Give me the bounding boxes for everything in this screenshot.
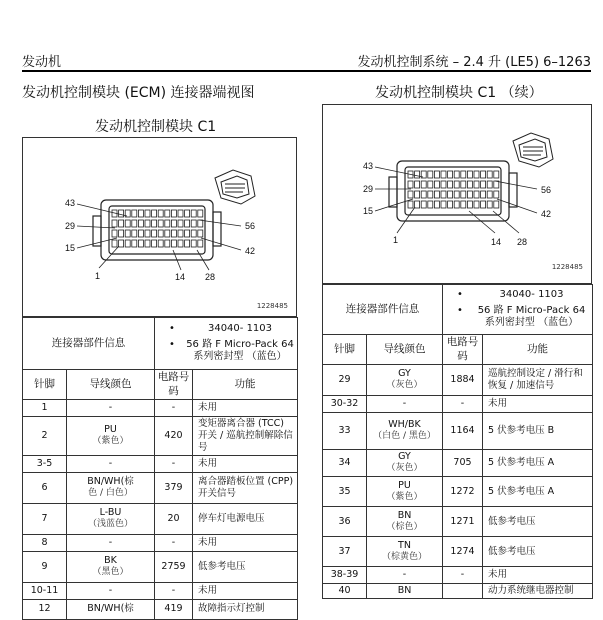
wire-color-cell xyxy=(367,450,443,477)
connector-pin-cavity xyxy=(461,201,466,208)
wire-color-name: （黑色） xyxy=(92,566,129,577)
pin-cell: 34 xyxy=(323,450,367,477)
connector-pin-cavity xyxy=(145,210,150,217)
pin-label-56: 56 xyxy=(541,185,552,195)
table-row xyxy=(323,365,593,396)
connector-pin-cavity xyxy=(467,201,472,208)
function-cell: 未用 xyxy=(193,400,298,417)
connector-pin-cavity xyxy=(152,210,157,217)
left-connector-figure xyxy=(22,137,297,317)
connector-pin-cavity xyxy=(494,171,499,178)
pin-cell: 1 xyxy=(23,400,67,417)
table-row xyxy=(323,450,593,477)
connector-pin-cavity xyxy=(481,201,486,208)
circuit-cell: 419 xyxy=(155,599,193,619)
connector-pin-cavity xyxy=(408,181,413,188)
wire-color-cell xyxy=(67,534,155,551)
pin-label-29: 29 xyxy=(65,221,76,231)
wire-color-cell xyxy=(67,400,155,417)
connector-pin-cavity xyxy=(428,181,433,188)
connector-pin-cavity xyxy=(191,220,196,227)
connector-pin-cavity xyxy=(481,171,486,178)
connector-pin-cavity xyxy=(132,240,137,247)
connector-pin-cavity xyxy=(421,201,426,208)
connector-pin-cavity xyxy=(145,230,150,237)
connector-pin-cavity xyxy=(125,240,130,247)
table-row xyxy=(23,400,298,417)
pin-cell: 36 xyxy=(323,507,367,537)
connector-description: • 56 路 F Micro-Pack 64 系列密封型 （蓝色） xyxy=(163,339,295,364)
connector-pin-cavity xyxy=(165,220,170,227)
connector-part-number: • 34040- 1103 xyxy=(451,289,590,302)
col-header-circuit: 电路号码 xyxy=(155,370,193,400)
table-row xyxy=(323,567,593,584)
connector-pin-cavity xyxy=(178,230,183,237)
wire-color-code: - xyxy=(108,402,113,414)
connector-pin-cavity xyxy=(119,210,124,217)
wire-color-name: （白色 / 黑色） xyxy=(373,431,436,442)
table-row xyxy=(23,417,298,456)
pin-label-56: 56 xyxy=(245,221,256,231)
wire-color-code: - xyxy=(108,536,113,548)
connector-info-label: 连接器部件信息 xyxy=(23,318,155,370)
connector-pin-cavity xyxy=(481,181,486,188)
connector-pin-cavity xyxy=(138,210,143,217)
function-cell: 5 伏参考电压 A xyxy=(483,477,593,507)
table-row xyxy=(323,584,593,599)
function-cell: 低参考电压 xyxy=(483,537,593,567)
circuit-cell: 379 xyxy=(155,472,193,503)
connector-info-list xyxy=(155,318,298,370)
wire-color-code: - xyxy=(402,398,407,410)
wire-color-name: （灰色） xyxy=(386,380,423,391)
col-header-function: 功能 xyxy=(483,335,593,365)
circuit-cell: - xyxy=(155,534,193,551)
wire-color-code: GY xyxy=(398,451,411,463)
circuit-cell: - xyxy=(443,567,483,584)
wire-color-code: BN/WH(棕 xyxy=(87,476,134,488)
connector-pin-cavity xyxy=(152,240,157,247)
connector-pin-cavity xyxy=(152,230,157,237)
connector-pin-cavity xyxy=(494,201,499,208)
connector-pin-cavity xyxy=(461,181,466,188)
wire-color-cell xyxy=(367,584,443,599)
pin-cell: 33 xyxy=(323,413,367,450)
connector-pin-cavity xyxy=(441,191,446,198)
connector-pin-cavity xyxy=(185,220,190,227)
connector-inset-icon xyxy=(215,170,255,204)
connector-pin-cavity xyxy=(421,181,426,188)
circuit-cell: 420 xyxy=(155,417,193,456)
connector-pin-cavity xyxy=(138,240,143,247)
right-page-title: 发动机控制模块 C1 （续） xyxy=(375,85,543,101)
connector-pin-cavity xyxy=(132,230,137,237)
connector-pin-cavity xyxy=(434,191,439,198)
connector-pin-cavity xyxy=(125,220,130,227)
table-row xyxy=(23,455,298,472)
circuit-cell: 2759 xyxy=(155,551,193,582)
circuit-cell: 705 xyxy=(443,450,483,477)
connector-inset-icon xyxy=(513,133,553,167)
col-header-pin: 针脚 xyxy=(23,370,67,400)
left-figure-title: 发动机控制模块 C1 xyxy=(95,119,217,135)
connector-part-number: • 34040- 1103 xyxy=(163,323,295,336)
header-page-label: 发动机控制系统 – 2.4 升 (LE5) 6–1263 xyxy=(357,55,591,70)
connector-pin-cavity xyxy=(487,181,492,188)
col-header-wire-color: 导线颜色 xyxy=(67,370,155,400)
table-row xyxy=(323,477,593,507)
pin-label-15: 15 xyxy=(65,243,76,253)
connector-pin-cavity xyxy=(441,201,446,208)
connector-pin-cavity xyxy=(421,191,426,198)
function-cell: 未用 xyxy=(483,567,593,584)
connector-pin-cavity xyxy=(408,201,413,208)
wire-color-code: BK xyxy=(104,555,117,567)
wire-color-code: TN xyxy=(398,539,411,551)
connector-pin-cavity xyxy=(158,220,163,227)
connector-pin-cavity xyxy=(487,191,492,198)
function-cell: 巡航控制设定 / 滑行和恢复 / 加速信号 xyxy=(483,365,593,396)
wire-color-cell xyxy=(367,537,443,567)
connector-pin-cavity xyxy=(138,220,143,227)
wire-color-code: BN xyxy=(397,509,412,521)
col-header-circuit: 电路号码 xyxy=(443,335,483,365)
pin-cell: 30-32 xyxy=(323,396,367,413)
function-cell: 变矩器离合器 (TCC) 开关 / 巡航控制解除信号 xyxy=(193,417,298,456)
function-cell: 低参考电压 xyxy=(193,551,298,582)
connector-pin-cavity xyxy=(415,191,420,198)
wire-color-code: L-BU xyxy=(99,507,122,519)
circuit-cell: 1271 xyxy=(443,507,483,537)
pin-label-14: 14 xyxy=(491,237,502,247)
table-row xyxy=(323,507,593,537)
connector-pin-cavity xyxy=(132,210,137,217)
figure-id: 1228485 xyxy=(551,263,583,271)
right-pin-table xyxy=(322,284,593,599)
connector-pin-cavity xyxy=(448,171,453,178)
connector-info-label: 连接器部件信息 xyxy=(323,285,443,335)
connector-pin-cavity xyxy=(428,201,433,208)
pin-cell: 12 xyxy=(23,599,67,619)
table-row xyxy=(23,503,298,534)
connector-pin-cavity xyxy=(441,171,446,178)
connector-pin-cavity xyxy=(448,191,453,198)
connector-pin-cavity xyxy=(461,191,466,198)
pin-cell: 38-39 xyxy=(323,567,367,584)
wire-color-cell xyxy=(367,507,443,537)
circuit-cell: - xyxy=(155,582,193,599)
connector-pin-cavity xyxy=(434,181,439,188)
connector-pin-cavity xyxy=(454,171,459,178)
wire-color-code: PU xyxy=(398,479,411,491)
pin-label-29: 29 xyxy=(363,184,374,194)
connector-pin-cavity xyxy=(171,230,176,237)
connector-pin-cavity xyxy=(448,181,453,188)
connector-pin-cavity xyxy=(454,181,459,188)
circuit-cell: 1272 xyxy=(443,477,483,507)
left-pin-table xyxy=(22,317,298,620)
table-row xyxy=(323,396,593,413)
circuit-cell: - xyxy=(155,455,193,472)
pin-cell: 8 xyxy=(23,534,67,551)
connector-pin-cavity xyxy=(171,210,176,217)
connector-pin-cavity xyxy=(415,181,420,188)
wire-color-cell xyxy=(367,477,443,507)
connector-pin-cavity xyxy=(198,220,203,227)
pin-label-28: 28 xyxy=(205,272,216,282)
function-cell: 未用 xyxy=(193,582,298,599)
connector-pin-cavity xyxy=(165,230,170,237)
pin-cell: 3-5 xyxy=(23,455,67,472)
connector-pin-cavity xyxy=(474,201,479,208)
right-connector-figure xyxy=(322,104,592,284)
table-row xyxy=(23,551,298,582)
pin-label-15: 15 xyxy=(363,206,374,216)
function-cell: 离合器踏板位置 (CPP) 开关信号 xyxy=(193,472,298,503)
pin-label-43: 43 xyxy=(65,198,76,208)
left-page-title: 发动机控制模块 (ECM) 连接器端视图 xyxy=(22,85,255,101)
wire-color-cell xyxy=(67,599,155,619)
connector-pin-cavity xyxy=(152,220,157,227)
pin-label-1: 1 xyxy=(393,235,399,245)
wire-color-name: （棕黄色） xyxy=(381,551,427,562)
wire-color-code: PU xyxy=(104,424,117,436)
connector-info-list xyxy=(443,285,593,335)
connector-end-view-diagram xyxy=(323,105,593,285)
wire-color-name: （棕色） xyxy=(386,521,423,532)
pin-cell: 37 xyxy=(323,537,367,567)
connector-pin-cavity xyxy=(165,210,170,217)
connector-pin-cavity xyxy=(454,191,459,198)
connector-pin-cavity xyxy=(119,240,124,247)
connector-pin-cavity xyxy=(185,230,190,237)
connector-pin-cavity xyxy=(454,201,459,208)
pin-cell: 35 xyxy=(323,477,367,507)
circuit-cell: - xyxy=(155,400,193,417)
table-row xyxy=(323,413,593,450)
wire-color-code: BN/WH(棕 xyxy=(87,603,134,615)
connector-info-row xyxy=(323,285,593,335)
connector-pin-cavity xyxy=(125,230,130,237)
table-header-row xyxy=(323,335,593,365)
wire-color-cell xyxy=(67,551,155,582)
pin-cell: 10-11 xyxy=(23,582,67,599)
wire-color-name: 色 / 白色） xyxy=(88,487,133,498)
function-cell: 动力系统继电器控制 xyxy=(483,584,593,599)
connector-pin-cavity xyxy=(481,191,486,198)
connector-pin-cavity xyxy=(467,181,472,188)
pin-label-28: 28 xyxy=(517,237,528,247)
header-rule xyxy=(22,70,591,72)
function-cell: 未用 xyxy=(193,455,298,472)
pin-cell: 6 xyxy=(23,472,67,503)
connector-pin-cavity xyxy=(191,240,196,247)
wire-color-code: GY xyxy=(398,368,411,380)
wire-color-cell xyxy=(367,396,443,413)
wire-color-code: - xyxy=(108,584,113,596)
connector-pin-cavity xyxy=(474,191,479,198)
connector-end-view-diagram xyxy=(23,138,298,318)
connector-pin-cavity xyxy=(178,240,183,247)
pin-cell: 9 xyxy=(23,551,67,582)
connector-pin-cavity xyxy=(171,220,176,227)
table-row xyxy=(23,534,298,551)
connector-pin-cavity xyxy=(138,230,143,237)
connector-pin-cavity xyxy=(198,210,203,217)
circuit-cell: 20 xyxy=(155,503,193,534)
connector-pin-cavity xyxy=(467,171,472,178)
connector-pin-cavity xyxy=(112,230,117,237)
connector-pin-cavity xyxy=(191,210,196,217)
connector-pin-cavity xyxy=(428,191,433,198)
function-cell: 5 伏参考电压 A xyxy=(483,450,593,477)
circuit-cell: 1164 xyxy=(443,413,483,450)
table-row xyxy=(23,472,298,503)
connector-pin-cavity xyxy=(112,220,117,227)
wire-color-cell xyxy=(67,503,155,534)
circuit-cell: - xyxy=(443,396,483,413)
connector-pin-cavity xyxy=(178,210,183,217)
wire-color-cell xyxy=(67,472,155,503)
function-cell: 低参考电压 xyxy=(483,507,593,537)
circuit-cell: 1274 xyxy=(443,537,483,567)
pin-cell: 40 xyxy=(323,584,367,599)
wire-color-name: （紫色） xyxy=(92,436,129,447)
table-row xyxy=(323,537,593,567)
wire-color-name: （浅蓝色） xyxy=(87,518,133,529)
connector-pin-cavity xyxy=(191,230,196,237)
connector-pin-cavity xyxy=(415,171,420,178)
connector-pin-cavity xyxy=(434,201,439,208)
header-section-label: 发动机 xyxy=(22,55,62,70)
connector-pin-cavity xyxy=(112,240,117,247)
connector-pin-cavity xyxy=(461,171,466,178)
connector-pin-cavity xyxy=(198,240,203,247)
connector-pin-cavity xyxy=(487,201,492,208)
wire-color-cell xyxy=(67,455,155,472)
connector-info-row xyxy=(23,318,298,370)
wire-color-code: - xyxy=(108,457,113,469)
connector-pin-cavity xyxy=(474,171,479,178)
connector-pin-cavity xyxy=(428,171,433,178)
figure-id: 1228485 xyxy=(256,302,288,310)
wire-color-cell xyxy=(67,582,155,599)
connector-pin-cavity xyxy=(158,240,163,247)
wire-color-code: - xyxy=(402,569,407,581)
connector-pin-cavity xyxy=(119,230,124,237)
connector-pin-cavity xyxy=(487,171,492,178)
pin-label-1: 1 xyxy=(95,271,101,281)
circuit-cell xyxy=(443,584,483,599)
function-cell: 故障指示灯控制 xyxy=(193,599,298,619)
pin-label-43: 43 xyxy=(363,161,374,171)
connector-pin-cavity xyxy=(185,210,190,217)
connector-pin-cavity xyxy=(185,240,190,247)
connector-pin-cavity xyxy=(198,230,203,237)
table-row xyxy=(23,582,298,599)
connector-pin-cavity xyxy=(441,181,446,188)
function-cell: 未用 xyxy=(483,396,593,413)
connector-pin-cavity xyxy=(415,201,420,208)
connector-pin-cavity xyxy=(474,181,479,188)
connector-pin-cavity xyxy=(448,201,453,208)
connector-pin-cavity xyxy=(132,220,137,227)
pin-cell: 7 xyxy=(23,503,67,534)
connector-pin-cavity xyxy=(408,191,413,198)
connector-pin-cavity xyxy=(158,210,163,217)
connector-pin-cavity xyxy=(158,230,163,237)
function-cell: 5 伏参考电压 B xyxy=(483,413,593,450)
table-row xyxy=(23,599,298,619)
pin-label-14: 14 xyxy=(175,272,186,282)
wire-color-name: （灰色） xyxy=(386,463,423,474)
wire-color-code: WH/BK xyxy=(388,419,421,431)
wire-color-cell xyxy=(367,567,443,584)
connector-pin-cavity xyxy=(434,171,439,178)
circuit-cell: 1884 xyxy=(443,365,483,396)
pin-label-42: 42 xyxy=(541,209,552,219)
function-cell: 停车灯电源电压 xyxy=(193,503,298,534)
col-header-pin: 针脚 xyxy=(323,335,367,365)
connector-pin-cavity xyxy=(494,181,499,188)
pin-cell: 29 xyxy=(323,365,367,396)
connector-pin-cavity xyxy=(145,240,150,247)
connector-pin-cavity xyxy=(467,191,472,198)
wire-color-cell xyxy=(367,365,443,396)
table-header-row xyxy=(23,370,298,400)
col-header-wire-color: 导线颜色 xyxy=(367,335,443,365)
connector-pin-cavity xyxy=(178,220,183,227)
function-cell: 未用 xyxy=(193,534,298,551)
connector-description: • 56 路 F Micro-Pack 64 系列密封型 （蓝色） xyxy=(451,305,590,330)
connector-pin-cavity xyxy=(119,220,124,227)
connector-pin-cavity xyxy=(165,240,170,247)
col-header-function: 功能 xyxy=(193,370,298,400)
connector-pin-cavity xyxy=(494,191,499,198)
pin-cell: 2 xyxy=(23,417,67,456)
wire-color-code: BN xyxy=(397,585,412,596)
pin-label-42: 42 xyxy=(245,246,256,256)
wire-color-cell xyxy=(367,413,443,450)
connector-pin-cavity xyxy=(145,220,150,227)
wire-color-name: （紫色） xyxy=(386,491,423,502)
wire-color-cell xyxy=(67,417,155,456)
connector-pin-cavity xyxy=(171,240,176,247)
